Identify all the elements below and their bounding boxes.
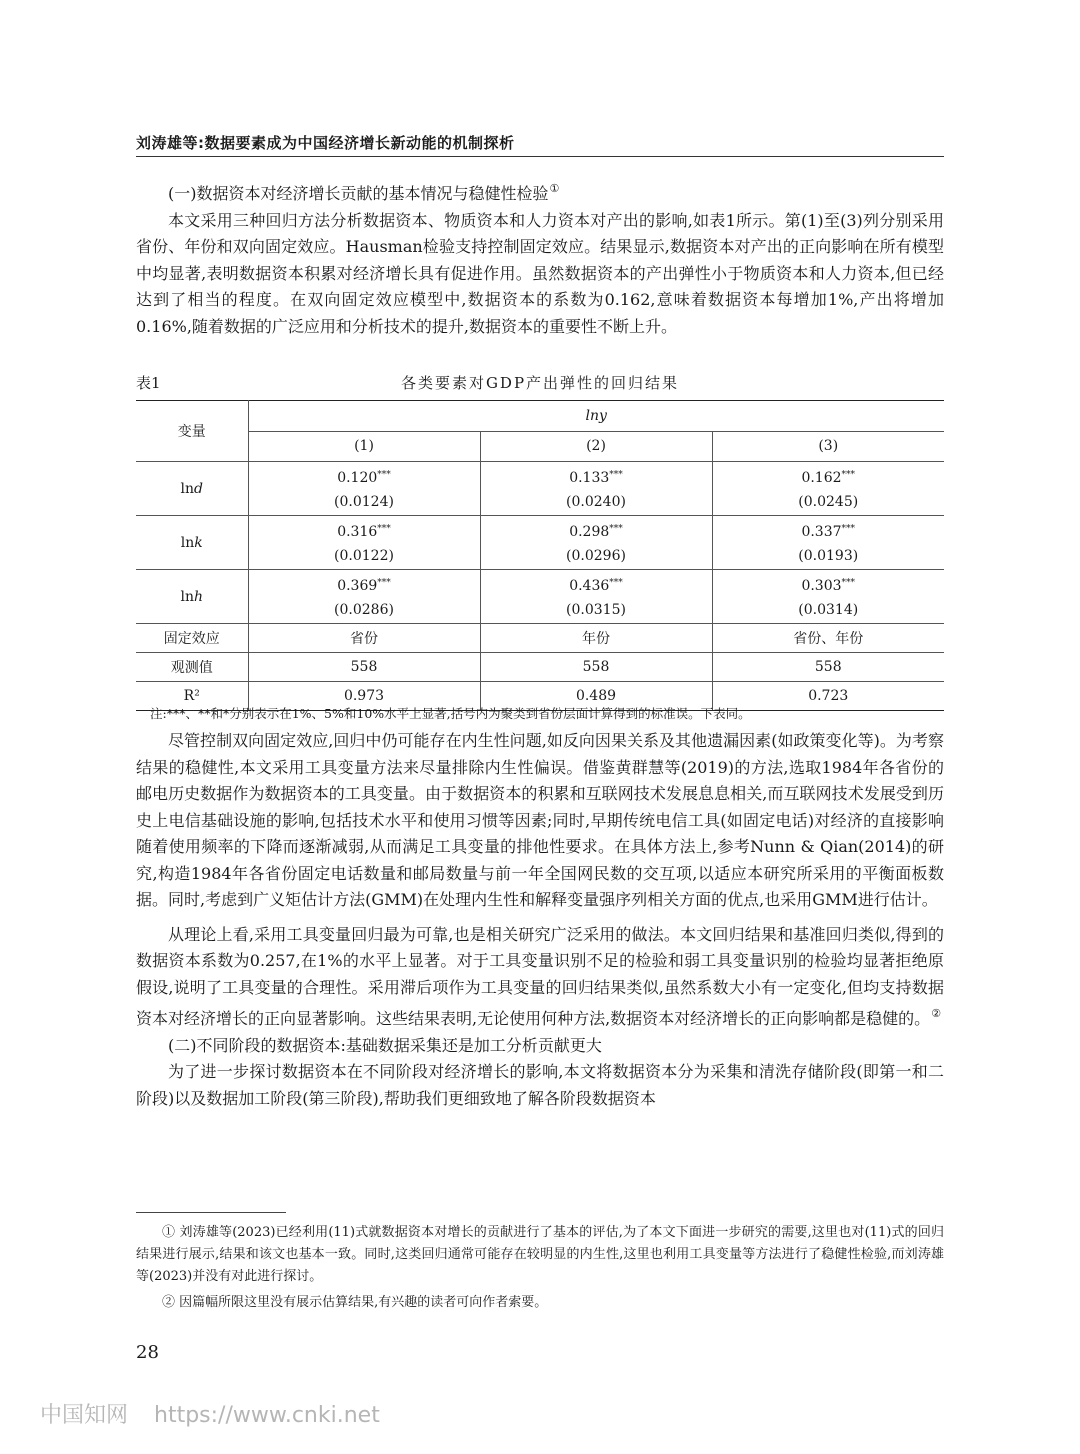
cnki-watermark	[40, 1398, 380, 1429]
cell-lnh-1: 0.369*** (0.0286)	[248, 570, 480, 624]
cell-lnk-2: 0.298*** (0.0296)	[480, 516, 712, 570]
footnote-rule	[136, 1212, 286, 1213]
col-header-3: (3)	[818, 438, 839, 455]
header-rule	[136, 156, 944, 157]
table-row-fixed-effects	[136, 624, 944, 653]
section-2-heading: (二)不同阶段的数据资本:基础数据采集还是加工分析贡献更大	[168, 1035, 602, 1055]
table-label: 表1	[136, 374, 161, 392]
section-1-continued	[136, 728, 944, 1112]
row-label-fixed-effects: 固定效应	[136, 624, 248, 653]
row-var-lnk: lnk	[136, 516, 248, 570]
cnki-logo: 中国知网	[40, 1403, 129, 1428]
cell-lnk-3: 0.337*** (0.0193)	[712, 516, 944, 570]
cell-lnd-3: 0.162*** (0.0245)	[712, 462, 944, 516]
cell-r2-3: 0.723	[712, 682, 944, 711]
cell-obs-1: 558	[248, 653, 480, 682]
footnote-ref-1[interactable]: ①	[549, 182, 560, 195]
cell-fe-1: 省份	[248, 624, 480, 653]
dep-var-header	[248, 401, 944, 432]
table-row	[136, 516, 944, 570]
var-header: 变量	[136, 401, 248, 462]
table-row	[136, 462, 944, 516]
col-header-2: (2)	[480, 431, 712, 462]
cell-r2-2: 0.489	[480, 682, 712, 711]
running-head: 刘涛雄等:数据要素成为中国经济增长新动能的机制探析	[136, 134, 515, 152]
section-1-paragraph-3	[136, 922, 944, 1033]
cell-lnh-3: 0.303*** (0.0314)	[712, 570, 944, 624]
footnote-1: ① 刘涛雄等(2023)已经利用(11)式就数据资本对增长的贡献进行了基本的评估,为了本文下面进一步研究的需要,这里也对(11)式的回归结果进行展示,结果和该文也基本一致。同时,这类回归通常可能存在较明显的内生性,这里也利用工具变量等方法进行了稳健性检验,而刘涛雄等(2023)并没有对此进行探讨。	[136, 1225, 944, 1284]
cell-fe-2: 年份	[480, 624, 712, 653]
cnki-url[interactable]: https://www.cnki.net	[154, 1403, 380, 1428]
cell-lnk-1: 0.316*** (0.0122)	[248, 516, 480, 570]
cell-r2-1: 0.973	[248, 682, 480, 711]
table-caption	[136, 372, 944, 396]
col-header-1: (1)	[248, 431, 480, 462]
row-var-lnd: lnd	[136, 462, 248, 516]
section-1-paragraph-1: 本文采用三种回归方法分析数据资本、物质资本和人力资本对产出的影响,如表1所示。第(1)至(3)列分别采用省份、年份和双向固定效应。Hausman检验支持控制固定效应。结果显示,数据资本对产出的正向影响在所有模型中均显著,表明数据资本积累对经济增长具有促进作用。虽然数据资本的产出弹性小于物质资本和人力资本,但已经达到了相当的程度。在双向固定效应模型中,数据资本的系数为0.162,意味着数据资本每增加1%,产出将增加0.16%,随着数据的广泛应用和分析技术的提升,数据资本的重要性不断上升。	[136, 210, 944, 336]
section-1-paragraph-3-text: 从理论上看,采用工具变量回归最为可靠,也是相关研究广泛采用的做法。本文回归结果和基准回归类似,得到的数据资本系数为0.257,在1%的水平上显著。对于工具变量识别不足的检验和弱工具变量识别的检验均显著拒绝原假设,说明了工具变量的合理性。采用滞后项作为工具变量的回归结果类似,虽然系数大小有一定变化,但均支持数据资本对经济增长的正向显著影响。这些结果表明,无论使用何种方法,数据资本对经济增长的正向影响都是稳健的。	[136, 924, 944, 1028]
footnote-2: ② 因篇幅所限这里没有展示估算结果,有兴趣的读者可向作者索要。	[162, 1295, 548, 1310]
section-1-intro	[136, 176, 944, 340]
section-1-heading-text: (一)数据资本对经济增长贡献的基本情况与稳健性检验	[168, 184, 549, 203]
cell-obs-3: 558	[712, 653, 944, 682]
row-label-observations: 观测值	[136, 653, 248, 682]
dep-var-text: lny	[585, 407, 607, 424]
section-2-paragraph-1: 为了进一步探讨数据资本在不同阶段对经济增长的影响,本文将数据资本分为采集和清洗存储阶段(即第一和二阶段)以及数据加工阶段(第三阶段),帮助我们更细致地了解各阶段数据资本	[136, 1062, 944, 1108]
page-number: 28	[136, 1342, 159, 1363]
cell-fe-3: 省份、年份	[712, 624, 944, 653]
cell-lnh-2: 0.436*** (0.0315)	[480, 570, 712, 624]
table-note: 注:***、**和*分别表示在1%、5%和10%水平上显著,括号内为聚类到省份层面计算得到的标准误。下表同。	[150, 706, 751, 721]
table-row	[136, 570, 944, 624]
cell-lnd-1: 0.120*** (0.0124)	[248, 462, 480, 516]
table-row-observations	[136, 653, 944, 682]
cell-lnd-2: 0.133*** (0.0240)	[480, 462, 712, 516]
cell-obs-2: 558	[480, 653, 712, 682]
section-1-heading	[136, 176, 944, 208]
table-title: 各类要素对GDP产出弹性的回归结果	[400, 374, 680, 392]
footnotes	[136, 1222, 944, 1318]
row-label-r2: R²	[136, 682, 248, 711]
row-var-lnh: lnh	[136, 570, 248, 624]
footnote-ref-2[interactable]: ②	[931, 1007, 942, 1020]
section-1-paragraph-2: 尽管控制双向固定效应,回归中仍可能存在内生性问题,如反向因果关系及其他遗漏因素(如政策变化等)。为考察结果的稳健性,本文采用工具变量方法来尽量排除内生性偏误。借鉴黄群慧等(2019)的方法,选取1984年各省份的邮电历史数据作为数据资本的工具变量。由于数据资本的积累和互联网技术发展息息相关,而互联网技术发展受到历史上电信基础设施的影响,包括技术水平和使用习惯等因素;同时,早期传统电信工具(如固定电话)对经济的直接影响随着使用频率的下降而逐渐减弱,从而满足工具变量的排他性要求。在具体方法上,参考Nunn & Qian(2014)的研究,构造1984年各省份固定电话数量和邮局数量与前一年全国网民数的交互项,以适应本研究所采用的平衡面板数据。同时,考虑到广义矩估计方法(GMM)在处理内生性和解释变量强序列相关方面的优点,也采用GMM进行估计。	[136, 731, 944, 909]
regression-table	[136, 400, 944, 711]
